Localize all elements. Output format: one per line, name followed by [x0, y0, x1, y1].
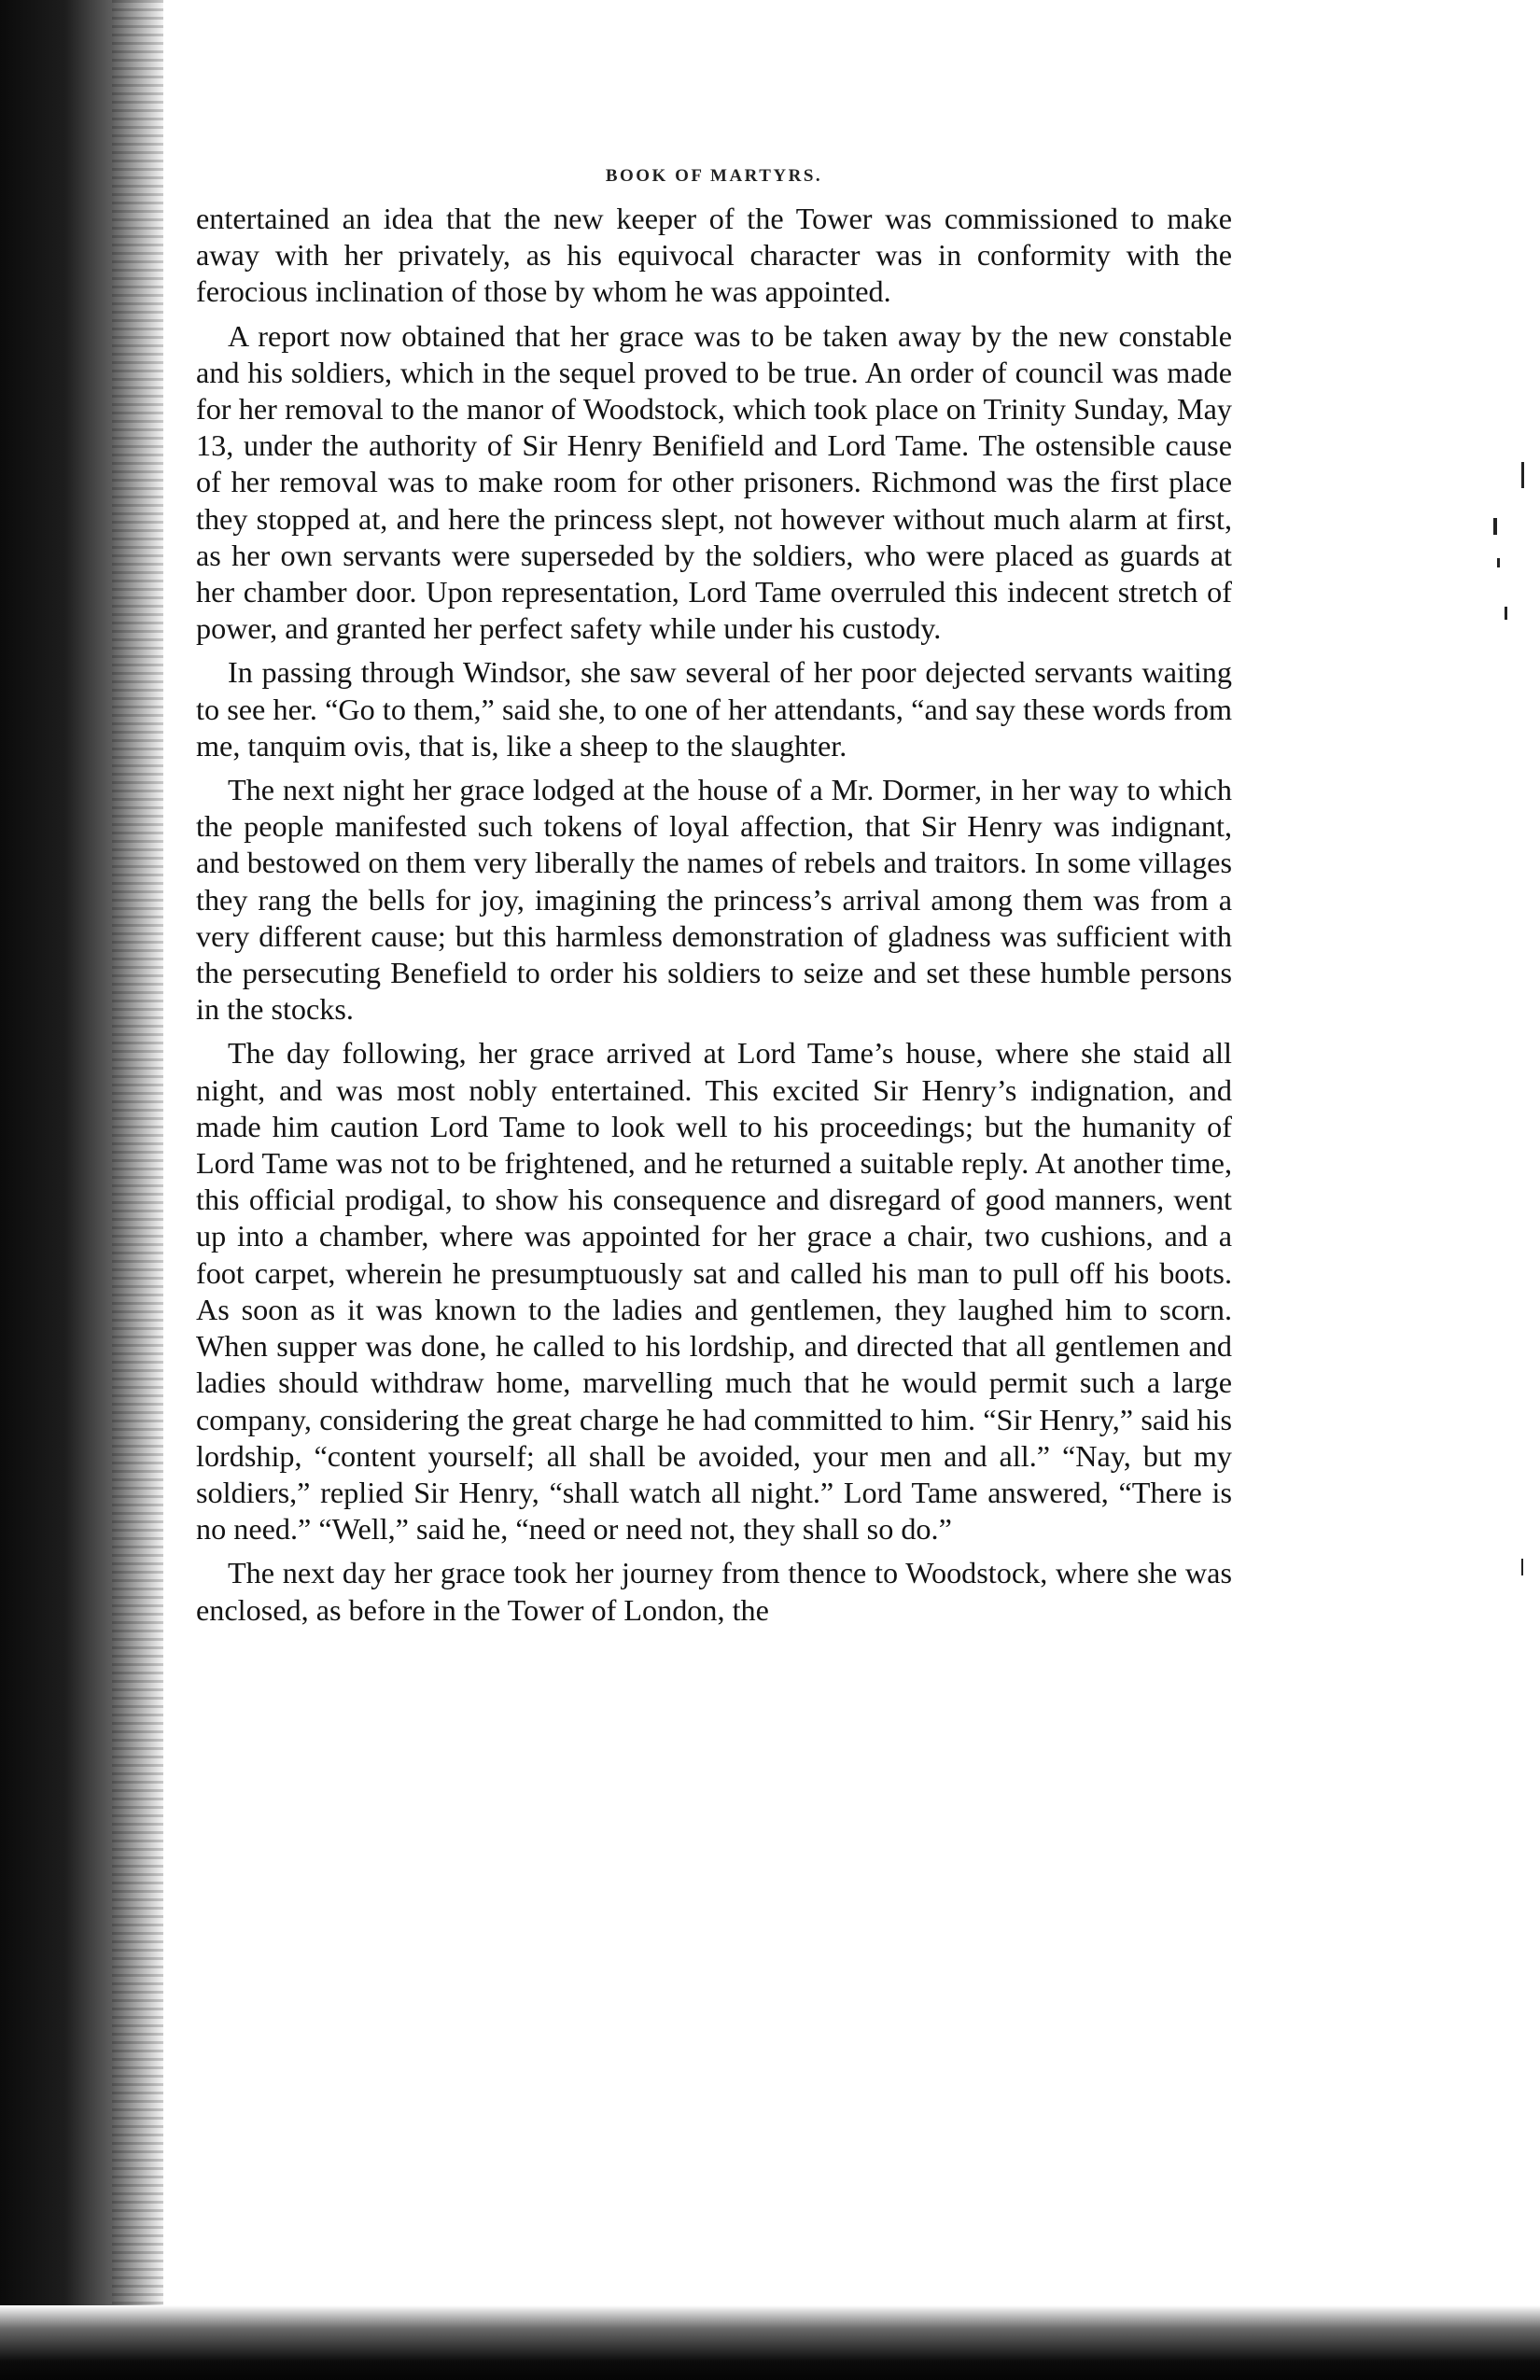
margin-speck: [1505, 607, 1507, 620]
scan-spine-shadow: [0, 0, 163, 2380]
paragraph-lord-tame-house: The day following, her grace arrived at Lord Tame’s house, where she staid all night, and was most nobly entertained. This excited Sir Henry’s indignation, and made him caution Lord Tame to look well to his proceedings; but the humanity of Lord Tame was not to be frightened, and he returned a suitable reply. At another time, this official prodigal, to show his consequence and disregard of good manners, went up into a chamber, where was appointed for her grace a chair, two cushions, and a foot carpet, wherein he presumptuously sat and called his man to pull off his boots. As soon as it was known to the ladies and gentlemen, they laughed him to scorn. When supper was done, he called to his lordship, and directed that all gentlemen and ladies should withdraw home, marvelling much that he would permit such a large company, considering the great charge he had committed to him. “Sir Henry,” said his lordship, “content yourself; all shall be avoided, your men and all.” “Nay, but my soldiers,” replied Sir Henry, “shall watch all night.” Lord Tame answered, “There is no need.” “Well,” said he, “need or need not, they shall so do.”: [196, 1036, 1232, 1547]
paragraph-mr-dormer: The next night her grace lodged at the house of a Mr. Dormer, in her way to which the people manifested such tokens of loyal affection, that Sir Henry was indignant, and bestowed on them very liberally the names of rebels and traitors. In some villages they rang the bells for joy, imagining the princess’s arrival among them was from a very different cause; but this harmless demonstration of gladness was sufficient with the persecuting Benefield to order his soldiers to seize and set these humble persons in the stocks.: [196, 773, 1232, 1027]
scan-bottom-edge: [0, 2305, 1540, 2380]
margin-speck: [1521, 462, 1524, 488]
paragraph-continuation: entertained an idea that the new keeper of the Tower was commissioned to make away with her privately, as his equivocal character was in conformity with the ferocious inclination of those by whom he was appointed.: [196, 202, 1232, 309]
margin-speck: [1493, 518, 1497, 535]
margin-speck: [1497, 558, 1500, 567]
paragraph-windsor: In passing through Windsor, she saw several of her poor dejected servants waiting to see her. “Go to them,” said she, to one of her attendants, “and say these words from me, tanquim ovis, that is, like a sheep to the slaughter.: [196, 655, 1232, 763]
paragraph-journey-woodstock: The next day her grace took her journey from thence to Woodstock, where she was enclosed, as before in the Tower of London, the: [196, 1556, 1232, 1627]
margin-speck: [1521, 1559, 1523, 1575]
paragraph-removal-to-woodstock: A report now obtained that her grace was to be taken away by the new constable and his soldiers, which in the sequel proved to be true. An order of council was made for her removal to the manor of Woodstock, which took place on Trinity Sunday, May 13, under the authority of Sir Henry Benifield and Lord Tame. The ostensible cause of her removal was to make room for other prisoners. Richmond was the first place they stopped at, and here the princess slept, not however without much alarm at first, as her own servants were superseded by the soldiers, who were placed as guards at her chamber door. Upon representation, Lord Tame overruled this indecent stretch of power, and granted her perfect safety while under his custody.: [196, 318, 1232, 646]
running-head: BOOK OF MARTYRS.: [605, 166, 823, 186]
body-text: [196, 201, 1232, 1636]
